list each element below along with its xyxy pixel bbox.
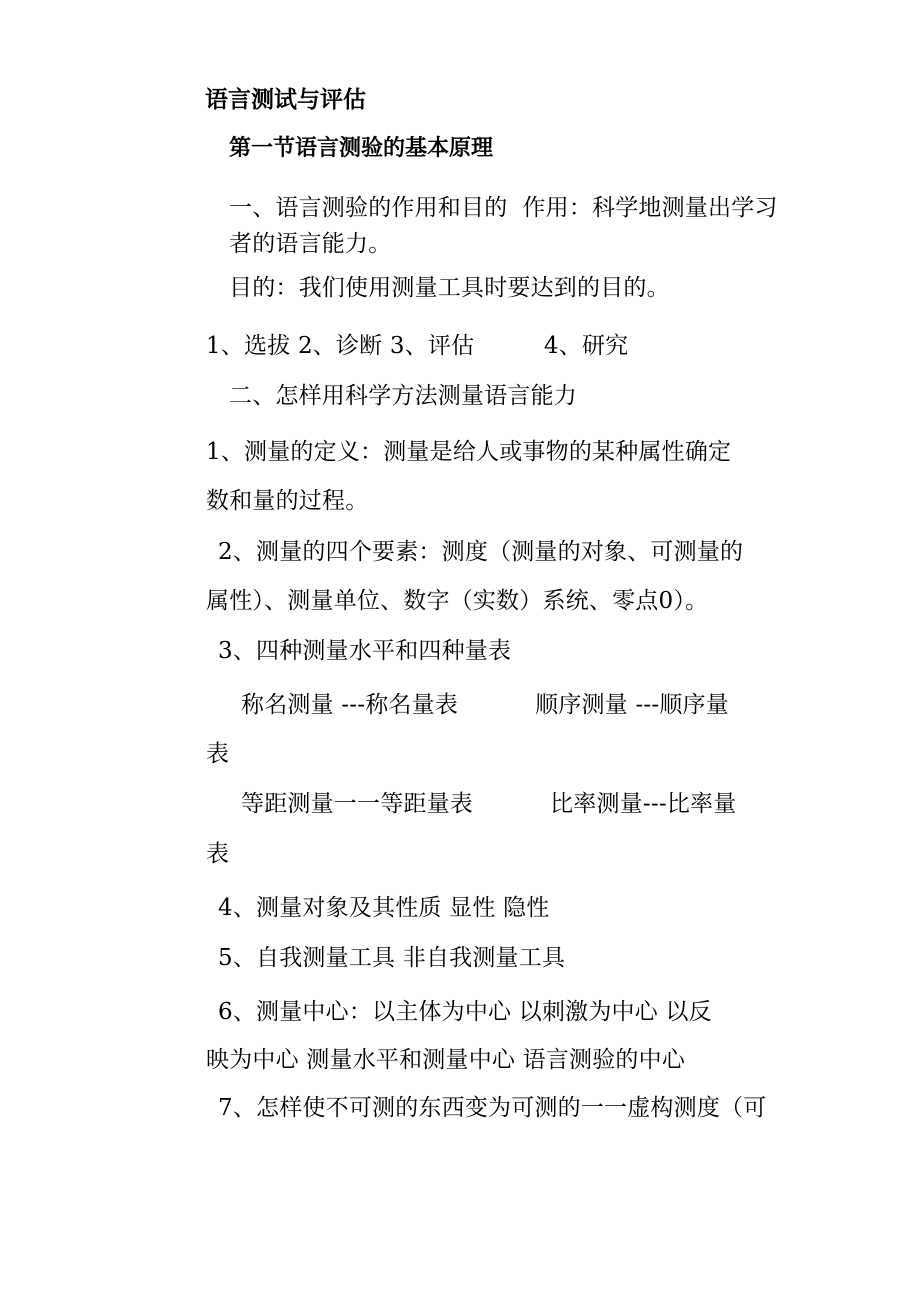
section-heading: 第一节语言测验的基本原理	[229, 136, 494, 161]
paragraph-scale-pair-1: 称名测量 ---称名量表 顺序测量 ---顺序量	[241, 692, 729, 718]
paragraph-item-6-center: 6、测量中心：以主体为中心 以刺激为中心 以反	[218, 999, 712, 1025]
paragraph-item-2-elements: 2、测量的四个要素：测度（测量的对象、可测量的	[218, 539, 744, 565]
paragraph-item-4-object: 4、测量对象及其性质 显性 隐性	[218, 895, 550, 921]
paragraph-scale-pair-2-cont: 表	[206, 841, 230, 867]
paragraph-item-1-definition-cont: 数和量的过程。	[206, 488, 369, 514]
paragraph-role-and-purpose: 一、语言测验的作用和目的 作用：科学地测量出学习者的语言能力。	[229, 195, 778, 257]
paragraph-item-2-elements-cont: 属性）、测量单位、数字（实数）系统、零点0）。	[206, 588, 709, 614]
paragraph-scientific-method: 二、怎样用科学方法测量语言能力	[229, 383, 577, 409]
paragraph-item-1-definition: 1、测量的定义：测量是给人或事物的某种属性确定	[206, 439, 732, 465]
paragraph-scale-pair-1-cont: 表	[206, 741, 230, 767]
paragraph-item-7-construct: 7、怎样使不可测的东西变为可测的一一虚构测度（可	[218, 1095, 767, 1121]
page-title: 语言测试与评估	[205, 87, 366, 113]
paragraph-purpose-list: 1、选拔 2、诊断 3、评估 4、研究	[206, 333, 629, 359]
paragraph-item-6-center-cont: 映为中心 测量水平和测量中心 语言测验的中心	[206, 1047, 686, 1073]
paragraph-scale-pair-2: 等距测量一一等距量表 比率测量---比率量	[241, 791, 737, 817]
paragraph-item-3-levels: 3、四种测量水平和四种量表	[218, 638, 512, 664]
paragraph-purpose: 目的：我们使用测量工具时要达到的目的。	[229, 275, 670, 301]
paragraph-item-5-tools: 5、自我测量工具 非自我测量工具	[218, 945, 566, 971]
